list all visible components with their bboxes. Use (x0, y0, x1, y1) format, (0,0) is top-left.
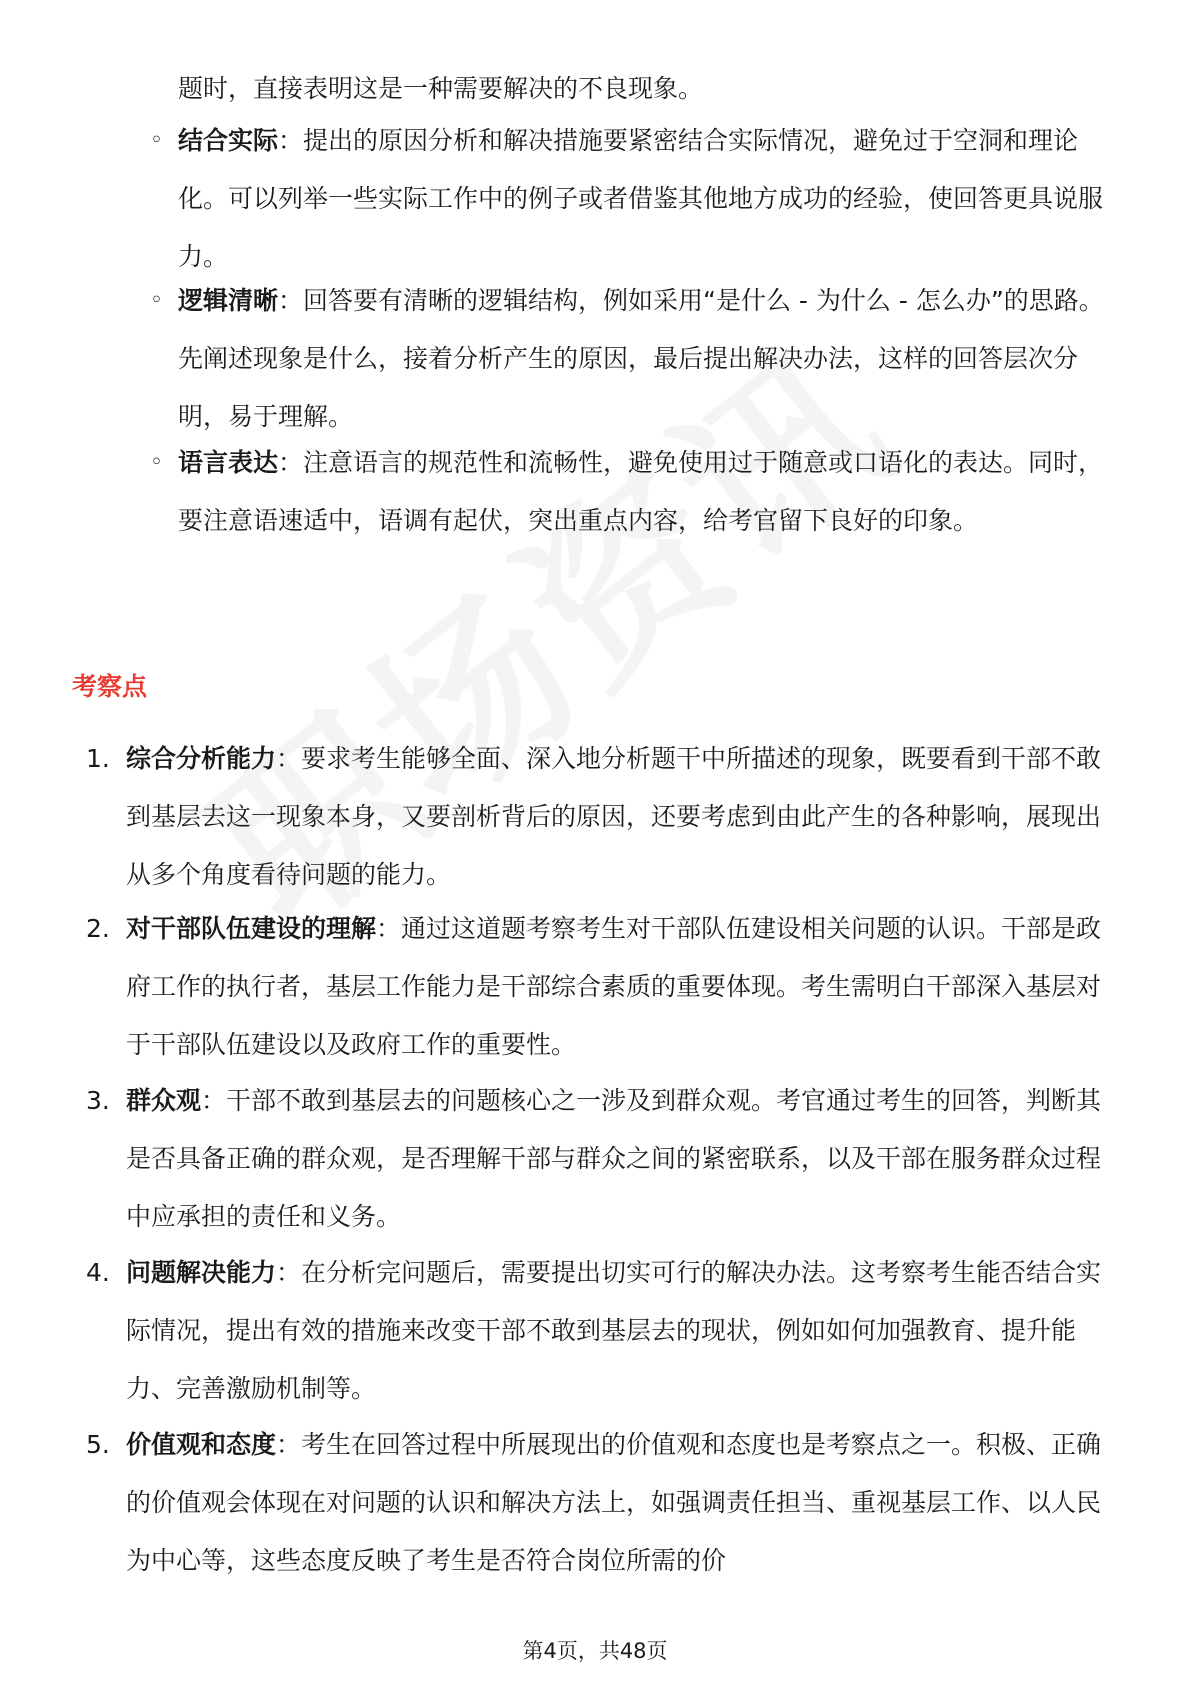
section-heading: 考察点 (72, 672, 148, 701)
tip-item: ◦ 逻辑清晰：回答要有清晰的逻辑结构，例如采用“是什么 - 为什么 - 怎么办”的思路。先阐述现象是什么，接着分析产生的原因，最后提出解决办法，这样的回答层次分明，易于理解。 (178, 272, 1118, 446)
circle-bullet-icon: ◦ (150, 450, 163, 475)
tip-item: ◦ 语言表达：注意语言的规范性和流畅性，避免使用过于随意或口语化的表达。同时，要注意语速适中，语调有起伏，突出重点内容，给考官留下良好的印象。 (178, 434, 1118, 550)
point-number: 3. (86, 1086, 110, 1115)
point-text: 在分析完问题后，需要提出切实可行的解决办法。这考察考生能否结合实际情况，提出有效的措施来改变干部不敢到基层去的现状，例如如何加强教育、提升能力、完善激励机制等。 (126, 1258, 1102, 1403)
point-item: 5. 价值观和态度：考生在回答过程中所展现出的价值观和态度也是考察点之一。积极、正确的价值观会体现在对问题的认识和解决方法上，如强调责任担当、重视基层工作、以人民为中心等，这些态度反映了考生是否符合岗位所需的价 (126, 1416, 1118, 1590)
page-footer: 第4页，共48页 (522, 1639, 668, 1663)
point-text: 通过这道题考察考生对干部队伍建设相关问题的认识。干部是政府工作的执行者，基层工作能力是干部综合素质的重要体现。考生需明白干部深入基层对于干部队伍建设以及政府工作的重要性。 (126, 914, 1102, 1059)
tip-title: 语言表达 (178, 448, 279, 477)
circle-bullet-icon: ◦ (150, 128, 163, 153)
point-number: 5. (86, 1430, 110, 1459)
point-number: 1. (86, 744, 110, 773)
point-text: 要求考生能够全面、深入地分析题干中所描述的现象，既要看到干部不敢到基层去这一现象本身，又要剖析背后的原因，还要考虑到由此产生的各种影响，展现出从多个角度看待问题的能力。 (126, 744, 1102, 889)
tip-text: 回答要有清晰的逻辑结构，例如采用“是什么 - 为什么 - 怎么办”的思路。先阐述现象是什么，接着分析产生的原因，最后提出解决办法，这样的回答层次分明，易于理解。 (178, 286, 1104, 431)
intro-continuation: 题时，直接表明这是一种需要解决的不良现象。 (178, 74, 704, 103)
point-title: 综合分析能力 (126, 744, 277, 773)
tip-text: 注意语言的规范性和流畅性，避免使用过于随意或口语化的表达。同时，要注意语速适中，语调有起伏，突出重点内容，给考官留下良好的印象。 (178, 448, 1104, 535)
point-item: 2. 对干部队伍建设的理解：通过这道题考察考生对干部队伍建设相关问题的认识。干部是政府工作的执行者，基层工作能力是干部综合素质的重要体现。考生需明白干部深入基层对于干部队伍建设以及政府工作的重要性。 (126, 900, 1118, 1074)
point-title: 问题解决能力 (126, 1258, 277, 1287)
tip-title: 结合实际 (178, 126, 279, 155)
tip-title: 逻辑清晰 (178, 286, 279, 315)
tip-text: 提出的原因分析和解决措施要紧密结合实际情况，避免过于空洞和理论化。可以列举一些实际工作中的例子或者借鉴其他地方成功的经验，使回答更具说服力。 (178, 126, 1104, 271)
point-item: 4. 问题解决能力：在分析完问题后，需要提出切实可行的解决办法。这考察考生能否结合实际情况，提出有效的措施来改变干部不敢到基层去的现状，例如如何加强教育、提升能力、完善激励机制等。 (126, 1244, 1118, 1418)
point-item: 1. 综合分析能力：要求考生能够全面、深入地分析题干中所描述的现象，既要看到干部不敢到基层去这一现象本身，又要剖析背后的原因，还要考虑到由此产生的各种影响，展现出从多个角度看待问题的能力。 (126, 730, 1118, 904)
tip-item: ◦ 结合实际：提出的原因分析和解决措施要紧密结合实际情况，避免过于空洞和理论化。可以列举一些实际工作中的例子或者借鉴其他地方成功的经验，使回答更具说服力。 (178, 112, 1118, 286)
point-number: 2. (86, 914, 110, 943)
circle-bullet-icon: ◦ (150, 288, 163, 313)
point-text: 考生在回答过程中所展现出的价值观和态度也是考察点之一。积极、正确的价值观会体现在对问题的认识和解决方法上，如强调责任担当、重视基层工作、以人民为中心等，这些态度反映了考生是否符合岗位所需的价 (126, 1430, 1102, 1575)
point-title: 价值观和态度 (126, 1430, 277, 1459)
point-title: 群众观 (126, 1086, 202, 1115)
point-item: 3. 群众观：干部不敢到基层去的问题核心之一涉及到群众观。考官通过考生的回答，判断其是否具备正确的群众观，是否理解干部与群众之间的紧密联系，以及干部在服务群众过程中应承担的责任和义务。 (126, 1072, 1118, 1246)
point-title: 对干部队伍建设的理解 (126, 914, 377, 943)
point-text: 干部不敢到基层去的问题核心之一涉及到群众观。考官通过考生的回答，判断其是否具备正确的群众观，是否理解干部与群众之间的紧密联系，以及干部在服务群众过程中应承担的责任和义务。 (126, 1086, 1102, 1231)
point-number: 4. (86, 1258, 110, 1287)
